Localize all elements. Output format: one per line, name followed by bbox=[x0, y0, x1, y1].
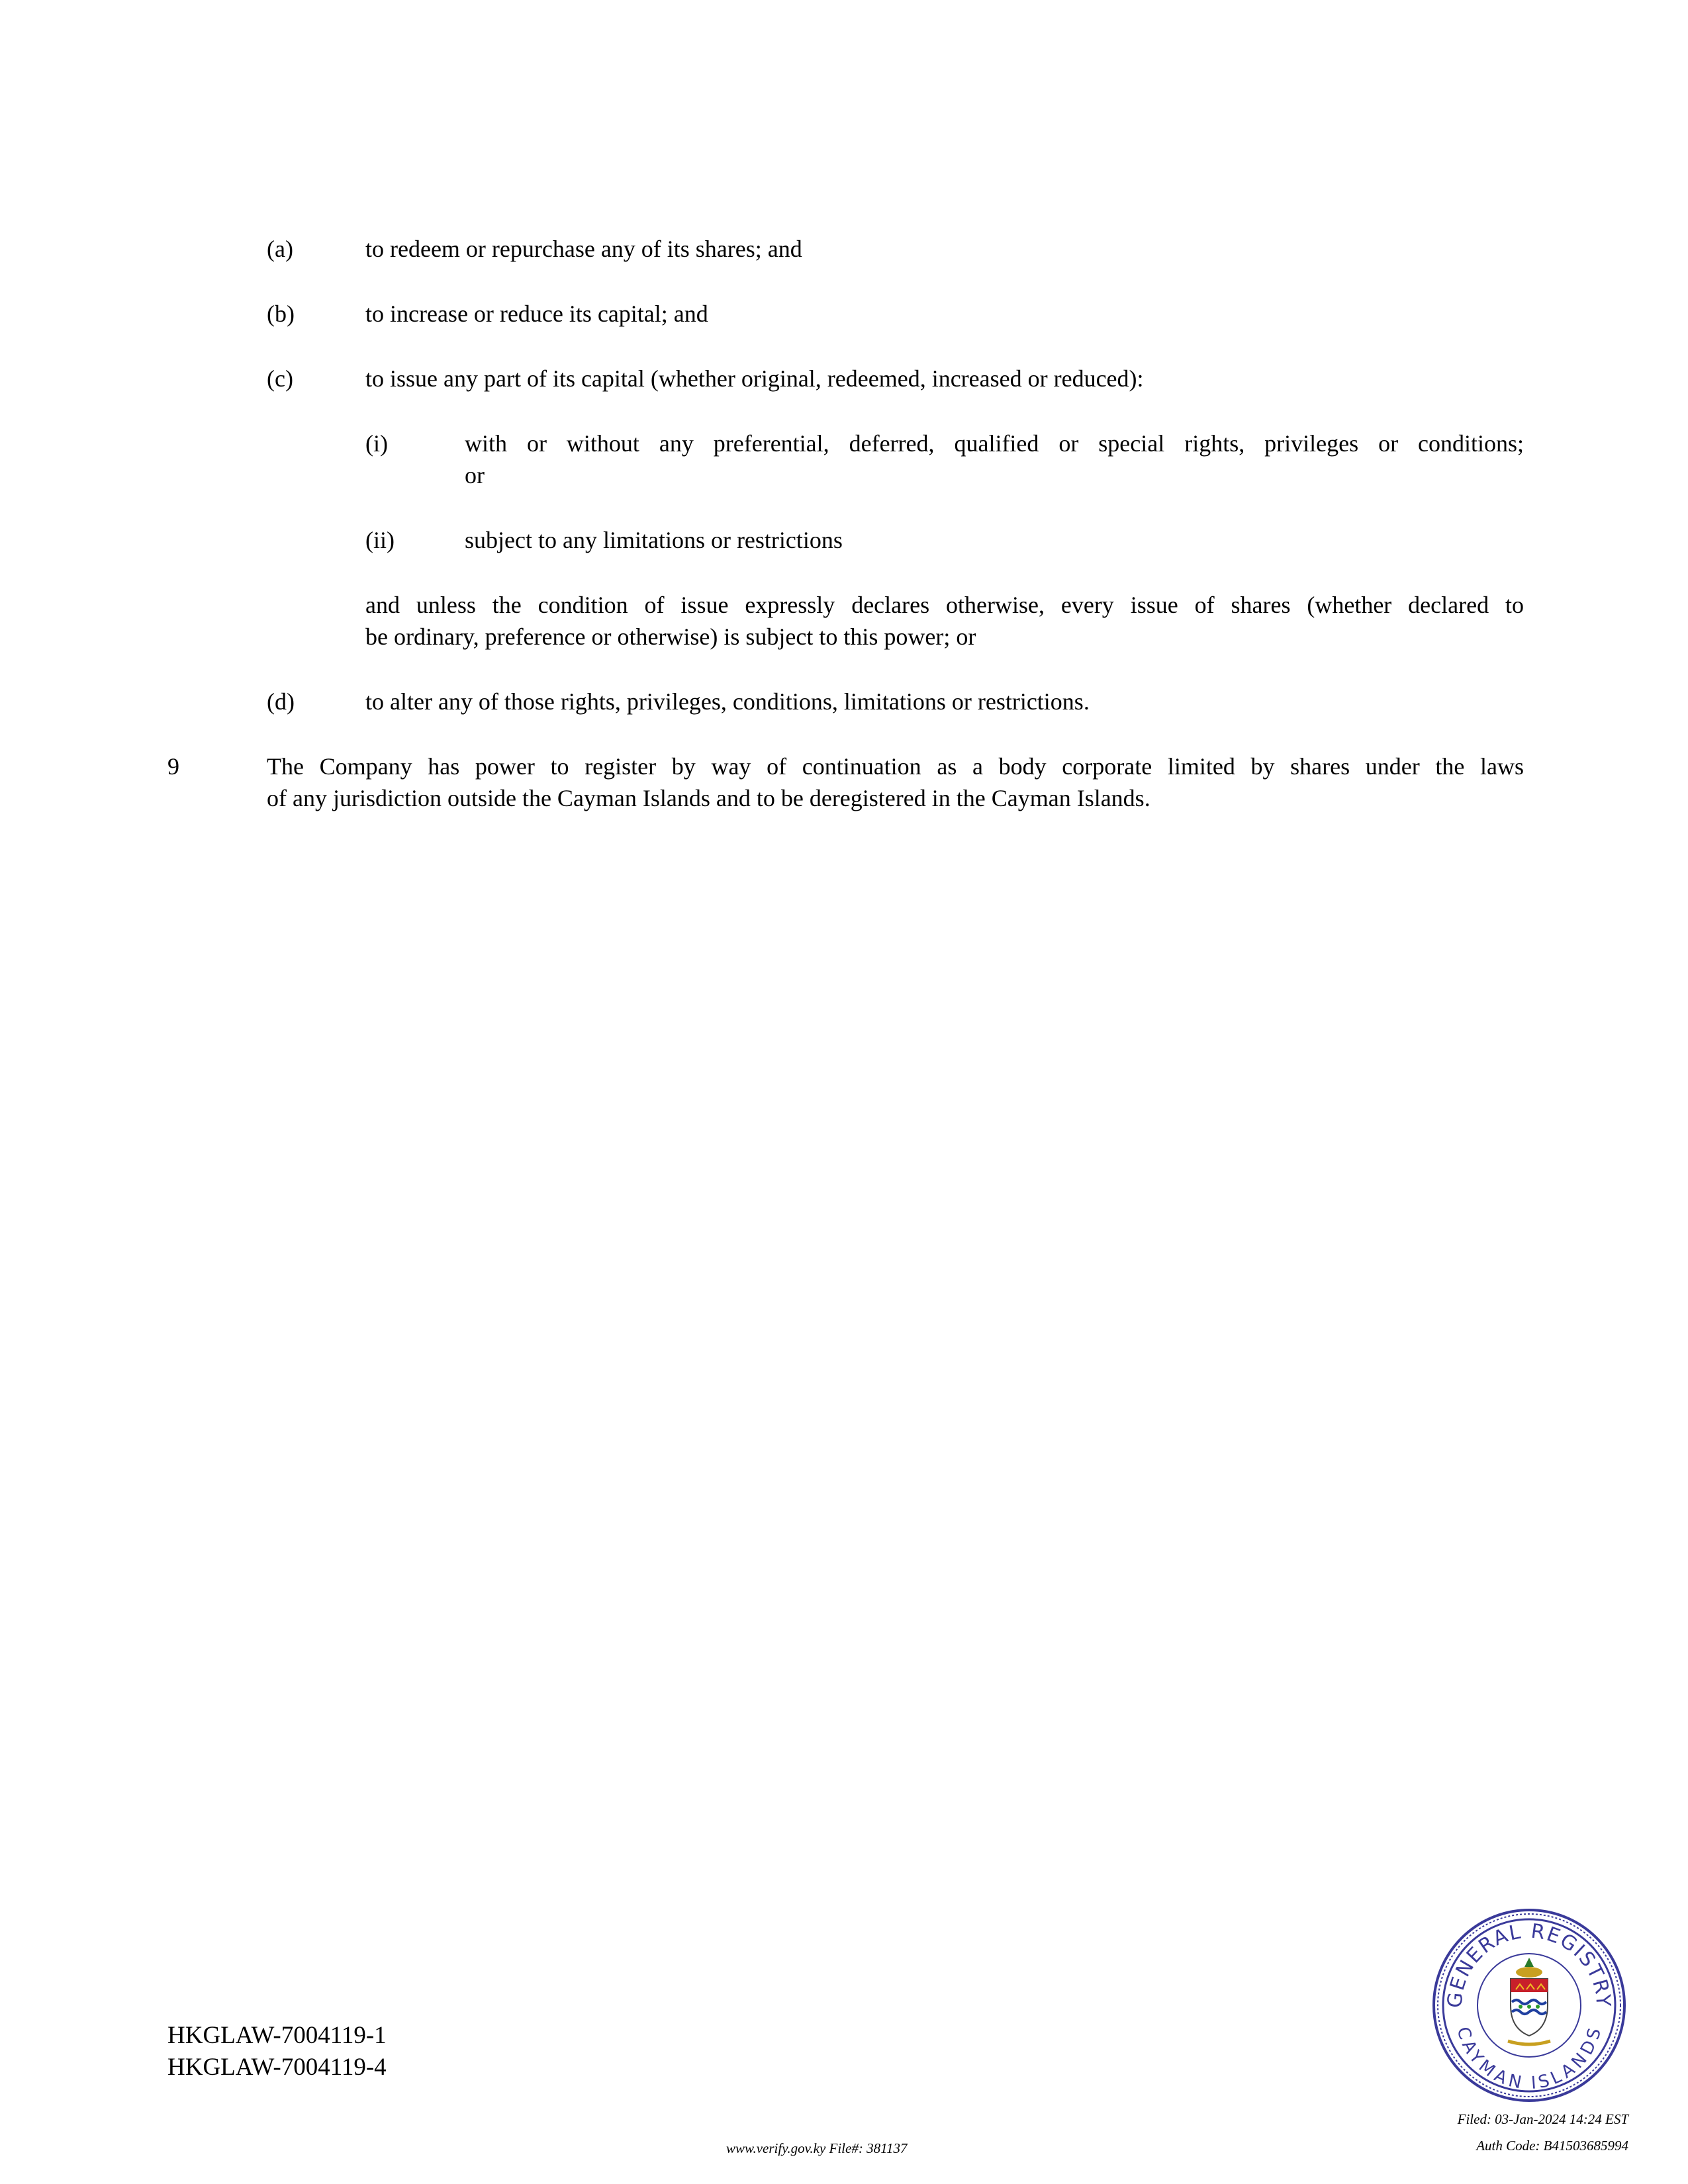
item-cii-label: (ii) bbox=[365, 527, 395, 553]
item-c-tail-line1: and unless the condition of issue expressly declares otherwise, every issue of shares (whether declared to bbox=[365, 592, 1524, 618]
item-c-text: to issue any part of its capital (whether original, redeemed, increased or reduced): bbox=[365, 365, 1144, 392]
item-c-tail bbox=[365, 589, 1524, 653]
coat-of-arms-icon bbox=[1508, 1958, 1550, 2044]
filing-stamp bbox=[1458, 2106, 1628, 2159]
paragraph-9-line2: of any jurisdiction outside the Cayman Islands and to be deregistered in the Cayman Islands. bbox=[267, 785, 1150, 811]
item-a-label: (a) bbox=[267, 236, 293, 262]
general-registry-seal-icon bbox=[1430, 1906, 1628, 2105]
seal-top-text: GENERAL REGISTRY bbox=[1443, 1919, 1615, 2009]
item-a-text: to redeem or repurchase any of its shares; and bbox=[365, 236, 802, 262]
seal-bottom-text: CAYMAN ISLANDS bbox=[1452, 2025, 1606, 2094]
item-c-label: (c) bbox=[267, 365, 293, 392]
document-references bbox=[167, 2020, 387, 2083]
item-d-text: to alter any of those rights, privileges, conditions, limitations or restrictions. bbox=[365, 688, 1090, 715]
item-ci-line1: with or without any preferential, deferred, qualified or special rights, privileges or conditions; bbox=[465, 430, 1524, 457]
paragraph-9-number: 9 bbox=[167, 753, 179, 780]
auth-code: Auth Code: B41503685994 bbox=[1476, 2138, 1628, 2154]
item-b-label: (b) bbox=[267, 300, 295, 327]
item-c-tail-line2: be ordinary, preference or otherwise) is subject to this power; or bbox=[365, 623, 976, 650]
item-cii-text: subject to any limitations or restrictions bbox=[465, 527, 843, 553]
verify-footer: www.verify.gov.ky File#: 381137 bbox=[726, 2140, 908, 2156]
item-ci-line2: or bbox=[465, 462, 485, 488]
item-ci-text bbox=[465, 428, 1524, 491]
paragraph-9-line1: The Company has power to register by way of continuation as a body corporate limited by shares under the laws bbox=[267, 753, 1524, 780]
item-b-text: to increase or reduce its capital; and bbox=[365, 300, 708, 327]
reference-1: HKGLAW-7004119-1 bbox=[167, 2022, 387, 2049]
reference-2: HKGLAW-7004119-4 bbox=[167, 2054, 387, 2081]
item-d-label: (d) bbox=[267, 688, 295, 715]
paragraph-9-text bbox=[267, 751, 1524, 814]
item-ci-label: (i) bbox=[365, 430, 388, 457]
filed-date: Filed: 03-Jan-2024 14:24 EST bbox=[1457, 2111, 1628, 2127]
